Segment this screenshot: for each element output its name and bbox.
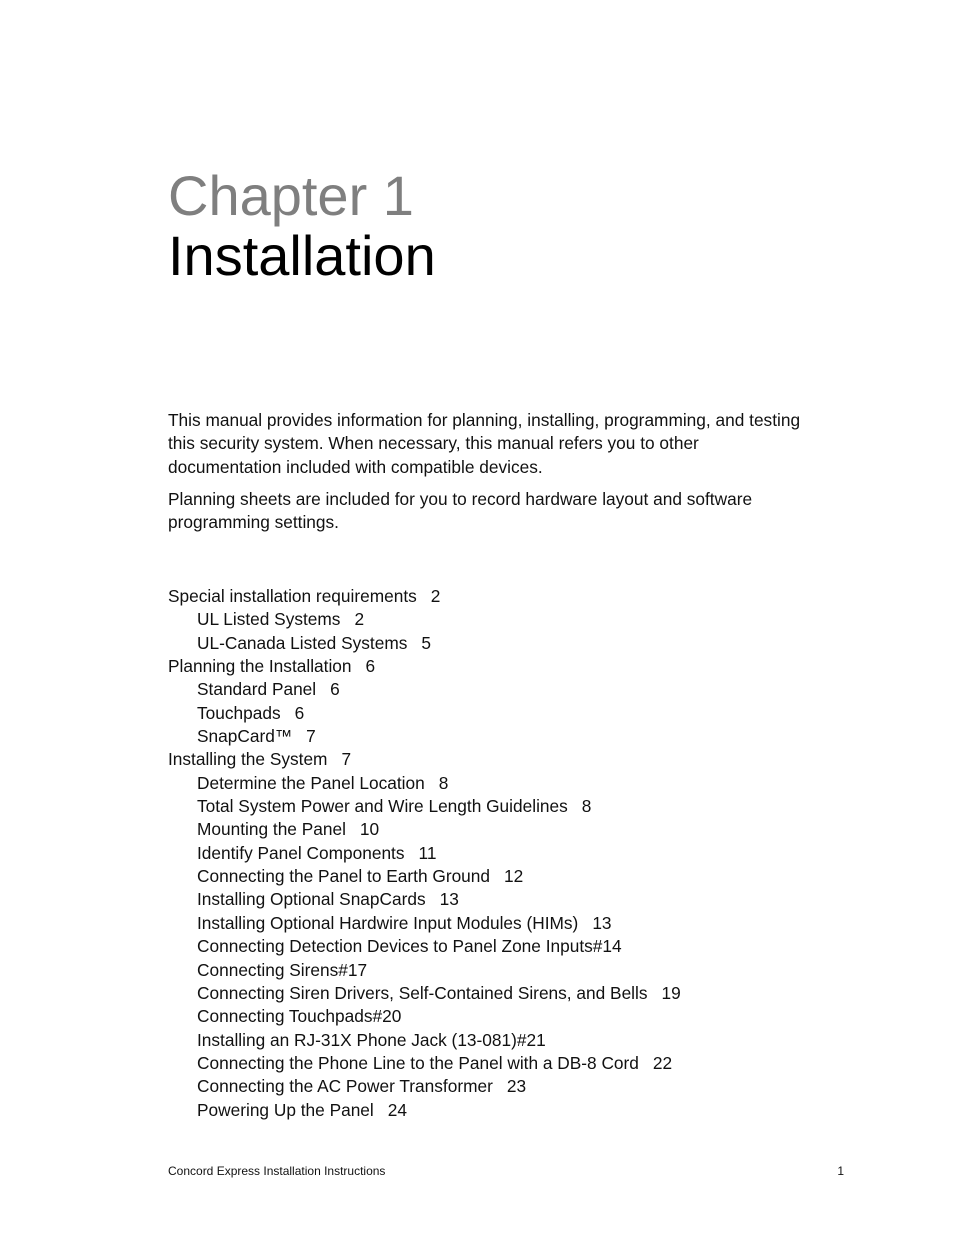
toc-entry[interactable] <box>168 982 848 1005</box>
toc-entry[interactable] <box>168 888 848 911</box>
toc-entry[interactable] <box>168 795 848 818</box>
toc-entry-page: 8 <box>581 796 592 817</box>
toc-entry-title: Connecting the Phone Line to the Panel with a DB-8 Cord <box>197 1052 639 1073</box>
toc-entry[interactable] <box>168 818 848 841</box>
toc-entry-page: 22 <box>652 1052 673 1073</box>
toc-entry[interactable] <box>168 842 848 865</box>
toc-entry[interactable] <box>168 725 848 748</box>
toc-entry[interactable] <box>168 585 848 608</box>
toc-entry-title: UL-Canada Listed Systems <box>197 632 408 653</box>
toc-entry-title: Mounting the Panel <box>197 819 346 840</box>
toc-entry-page: 6 <box>330 679 340 700</box>
toc-entry-page: 13 <box>439 889 459 910</box>
toc-entry[interactable] <box>168 959 848 982</box>
toc-entry-title: Connecting the AC Power Transformer <box>197 1076 493 1097</box>
toc-entry-title: Installing Optional Hardwire Input Modules (HIMs) <box>197 912 579 933</box>
toc-entry-page: 13 <box>592 912 612 933</box>
toc-entry-page: 12 <box>504 866 524 887</box>
toc-entry[interactable] <box>168 1005 848 1028</box>
toc-entry-title: Connecting Sirens <box>197 959 339 980</box>
toc-entry-page: 7 <box>341 749 352 770</box>
toc-entry-page: 2 <box>354 609 365 630</box>
toc-entry[interactable] <box>168 748 848 771</box>
toc-entry-page: 8 <box>438 772 449 793</box>
toc-entry-page: #14 <box>592 936 622 957</box>
toc-entry-page: #20 <box>372 1006 402 1027</box>
toc-entry-page: 23 <box>506 1076 527 1097</box>
toc-entry-title: Planning the Installation <box>168 656 352 677</box>
toc-entry[interactable] <box>168 702 848 725</box>
toc-entry[interactable] <box>168 865 848 888</box>
intro-paragraph: This manual provides information for planning, installing, programming, and testing this security system. When necessary, this manual refers you to other documentation included with compatible devices. <box>168 410 801 477</box>
toc-entry-title: Installing an RJ-31X Phone Jack (13-081) <box>197 1029 517 1050</box>
toc-entry-title: SnapCard™ <box>197 726 293 747</box>
toc-entry[interactable] <box>168 608 848 631</box>
toc-entry-page: #21 <box>516 1029 546 1050</box>
toc-entry[interactable] <box>168 1052 848 1075</box>
toc-entry-title: UL Listed Systems <box>197 609 341 630</box>
toc-entry-title: Connecting the Panel to Earth Ground <box>197 866 491 887</box>
footer-document-title: Concord Express Installation Instructions <box>168 1164 386 1178</box>
toc-entry[interactable] <box>168 655 848 678</box>
table-of-contents <box>168 585 848 1122</box>
toc-entry-page: 5 <box>421 632 431 653</box>
toc-entry-title: Powering Up the Panel <box>197 1099 374 1120</box>
toc-entry-title: Connecting Detection Devices to Panel Zone Inputs <box>197 936 593 957</box>
toc-entry-page: 10 <box>359 819 380 840</box>
toc-entry-title: Connecting Touchpads <box>197 1006 373 1027</box>
toc-entry-page: 2 <box>430 586 441 606</box>
toc-entry[interactable] <box>168 912 848 935</box>
toc-entry[interactable] <box>168 1029 848 1052</box>
chapter-title: Installation <box>168 224 436 287</box>
footer-page-number: 1 <box>837 1164 844 1178</box>
toc-entry[interactable] <box>168 632 848 655</box>
toc-entry-page: 11 <box>418 842 437 863</box>
toc-entry-page: 7 <box>306 726 316 747</box>
toc-entry-title: Determine the Panel Location <box>197 772 425 793</box>
toc-entry-page: 24 <box>387 1099 407 1120</box>
toc-entry-title: Special installation requirements <box>168 586 417 606</box>
toc-entry-title: Installing the System <box>168 749 328 770</box>
toc-entry-title: Total System Power and Wire Length Guidelines <box>197 796 568 817</box>
toc-entry[interactable] <box>168 1099 848 1122</box>
toc-entry[interactable] <box>168 772 848 795</box>
toc-entry-page: 6 <box>294 702 305 723</box>
toc-entry-title: Connecting Siren Drivers, Self-Contained Sirens, and Bells <box>197 982 648 1003</box>
intro-text <box>168 409 808 543</box>
toc-entry[interactable] <box>168 678 848 701</box>
toc-entry-title: Installing Optional SnapCards <box>197 889 426 910</box>
toc-entry[interactable] <box>168 935 848 958</box>
toc-entry-title: Touchpads <box>197 702 281 723</box>
toc-entry-title: Standard Panel <box>197 679 317 700</box>
toc-entry-page: 6 <box>365 656 376 677</box>
toc-entry-page: #17 <box>338 959 368 980</box>
toc-entry-page: 19 <box>661 982 681 1003</box>
toc-entry-title: Identify Panel Components <box>197 842 405 863</box>
toc-entry[interactable] <box>168 1075 848 1098</box>
chapter-number: Chapter 1 <box>168 164 414 227</box>
intro-paragraph: Planning sheets are included for you to record hardware layout and software programming settings. <box>168 488 753 533</box>
